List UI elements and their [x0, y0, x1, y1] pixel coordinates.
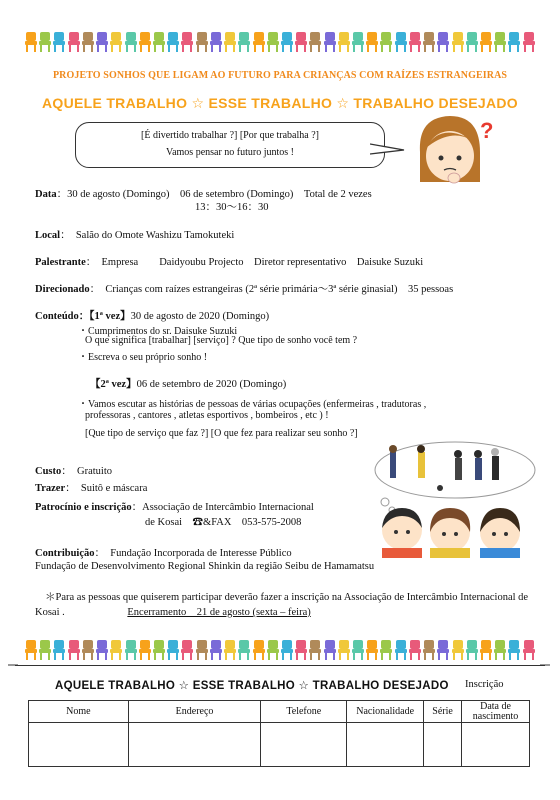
chair-icon	[181, 640, 193, 660]
date-value: ：30 de agosto (Domingo) 06 de setembro (Domingo) Total de 2 vezes	[56, 189, 372, 200]
table-header-row	[29, 701, 530, 723]
content-first-row	[35, 308, 269, 323]
col-serie: Série	[424, 701, 462, 723]
contribution-value-2: Fundação de Desenvolvimento Regional Shinkin da região Seibu de Hamamatsu	[35, 561, 375, 572]
chair-icon	[452, 640, 464, 660]
chair-icon	[352, 640, 364, 660]
sponsor-value-2: de Kosai ☎&FAX 053-575-2008	[145, 517, 302, 528]
chair-icon	[281, 640, 293, 660]
chair-icon	[125, 640, 137, 660]
second-item-2: professoras , cantores , atletas esportivos , bombeiros , etc ) !	[85, 410, 329, 421]
chair-icon	[295, 640, 307, 660]
chair-icon	[224, 640, 236, 660]
chair-icon	[338, 640, 350, 660]
chair-icon	[224, 32, 236, 52]
speaker-value: ： Empresa Daidyoubu Projecto Diretor representativo Daisuke Suzuki	[85, 257, 424, 268]
first-session-tag: ：【1ª vez】	[78, 311, 131, 322]
chair-icon	[366, 32, 378, 52]
chair-icon	[39, 640, 51, 660]
cost-row	[35, 463, 112, 478]
scissor-mark-left-icon	[8, 660, 18, 670]
chair-icon	[125, 32, 137, 52]
bubble-line-2: Vamos pensar no futuro juntos !	[165, 147, 295, 158]
chair-icon	[210, 640, 222, 660]
chair-icon	[238, 32, 250, 52]
form-subtitle: Inscrição	[465, 679, 504, 690]
bring-label: Trazer	[35, 483, 66, 494]
cell-nacionalidade[interactable]	[347, 723, 424, 767]
chair-icon	[423, 32, 435, 52]
registration-note	[35, 590, 535, 620]
chair-icon	[139, 32, 151, 52]
chair-icon	[96, 32, 108, 52]
contribution-value: ： Fundação Incorporada de Interesse Público	[94, 548, 292, 559]
chair-icon	[210, 32, 222, 52]
chair-icon	[309, 32, 321, 52]
chair-icon	[508, 640, 520, 660]
project-heading: PROJETO SONHOS QUE LIGAM AO FUTURO PARA CRIANÇAS COM RAÍZES ESTRANGEIRAS	[52, 70, 508, 81]
speaker-row	[35, 254, 423, 269]
target-row	[35, 281, 453, 296]
thinking-girl-illustration	[410, 112, 500, 192]
chair-icon	[324, 32, 336, 52]
col-data-nascimento: Data de nascimento	[462, 701, 530, 723]
second-item-3: [Que tipo de serviço que faz ?] [O que fez para realizar seu sonho ?]	[85, 428, 358, 439]
content-second-row	[90, 376, 286, 391]
chair-icon	[25, 640, 37, 660]
chair-icon	[409, 32, 421, 52]
chair-icon	[139, 640, 151, 660]
local-row	[35, 227, 234, 242]
first-session-date: 30 de agosto de 2020 (Domingo)	[130, 311, 270, 322]
chair-icon	[238, 640, 250, 660]
chair-icon	[508, 32, 520, 52]
chair-icon	[466, 32, 478, 52]
chair-icon	[181, 32, 193, 52]
chair-icon	[494, 32, 506, 52]
note-text: ＊Para as pessoas que quiserem participar deverão fazer a inscrição na Associação de Intercâmbio Internacional de Kosai .	[35, 592, 529, 618]
contribution-row	[35, 545, 292, 560]
local-value: ： Salão do Omote Washizu Tamokuteki	[60, 230, 235, 241]
chair-icon	[82, 32, 94, 52]
chair-icon	[395, 32, 407, 52]
chair-icon	[39, 32, 51, 52]
scissor-mark-right-icon	[540, 660, 550, 670]
chair-icon	[324, 640, 336, 660]
bubble-line-1: [É divertido trabalhar ?] [Por que trabalha ?]	[141, 130, 319, 141]
first-item-2: O que significa [trabalhar] [serviço] ? Que tipo de sonho você tem ?	[85, 335, 358, 346]
content-label: Conteúdo	[35, 311, 79, 322]
speech-bubble	[75, 122, 385, 168]
sponsor-label: Patrocínio e inscrição	[35, 502, 132, 513]
chair-icon	[466, 640, 478, 660]
cell-nome[interactable]	[29, 723, 129, 767]
col-endereco: Endereço	[128, 701, 261, 723]
chair-icon	[494, 640, 506, 660]
target-label: Direcionado	[35, 284, 90, 295]
chair-icon	[53, 640, 65, 660]
cost-label: Custo	[35, 466, 62, 477]
cell-endereco[interactable]	[128, 723, 261, 767]
chair-icon	[380, 640, 392, 660]
chair-icon	[480, 32, 492, 52]
cut-line	[15, 665, 545, 666]
cell-telefone[interactable]	[261, 723, 347, 767]
col-telefone: Telefone	[261, 701, 347, 723]
chair-icon	[523, 640, 535, 660]
registration-table	[28, 700, 530, 767]
chair-icon	[25, 32, 37, 52]
chair-icon	[423, 640, 435, 660]
chair-icon	[267, 32, 279, 52]
sponsor-row-2	[145, 514, 301, 529]
children-dreaming-illustration	[360, 440, 540, 558]
contribution-row-2	[35, 561, 374, 572]
chair-icon	[309, 640, 321, 660]
chair-icon	[110, 32, 122, 52]
sponsor-row	[35, 499, 314, 514]
form-title: AQUELE TRABALHO ☆ ESSE TRABALHO ☆ TRABALHO DESEJADO	[55, 680, 449, 692]
chair-icon	[196, 640, 208, 660]
date-label: Data	[35, 189, 57, 200]
chair-border-top	[25, 32, 535, 54]
chair-icon	[523, 32, 535, 52]
chair-icon	[338, 32, 350, 52]
chair-icon	[437, 32, 449, 52]
col-nacionalidade: Nacionalidade	[347, 701, 424, 723]
first-item-1: ・Cumprimentos do sr. Daisuke Suzuki	[78, 326, 238, 337]
bring-row	[35, 480, 147, 495]
chair-icon	[82, 640, 94, 660]
contribution-label: Contribuição	[35, 548, 95, 559]
second-session-date: 06 de setembro de 2020 (Domingo)	[136, 379, 287, 390]
col-nome: Nome	[29, 701, 129, 723]
chair-icon	[53, 32, 65, 52]
chair-icon	[167, 640, 179, 660]
speaker-label: Palestrante	[35, 257, 86, 268]
chair-icon	[167, 32, 179, 52]
chair-icon	[480, 640, 492, 660]
table-row	[29, 723, 530, 767]
chair-icon	[68, 640, 80, 660]
chair-icon	[366, 640, 378, 660]
chair-icon	[196, 32, 208, 52]
main-title: AQUELE TRABALHO ☆ ESSE TRABALHO ☆ TRABALHO DESEJADO	[42, 95, 518, 111]
second-session-tag: 【2ª vez】	[90, 379, 137, 390]
chair-icon	[295, 32, 307, 52]
chair-icon	[110, 640, 122, 660]
chair-icon	[68, 32, 80, 52]
svg-text:?: ?	[480, 118, 494, 143]
bubble-tail-icon	[370, 140, 406, 160]
chair-icon	[267, 640, 279, 660]
cost-value: ： Gratuito	[61, 466, 113, 477]
chair-icon	[437, 640, 449, 660]
bring-value: ： Suitô e máscara	[65, 483, 148, 494]
chair-icon	[380, 32, 392, 52]
chair-icon	[153, 32, 165, 52]
chair-icon	[96, 640, 108, 660]
chair-icon	[253, 640, 265, 660]
time-value: 13：30～16：30	[195, 202, 269, 213]
sponsor-value: ：Associação de Intercâmbio Internacional	[131, 502, 314, 513]
cell-serie[interactable]	[424, 723, 462, 767]
first-item-3: ・Escreva o seu próprio sonho !	[78, 352, 208, 363]
chair-icon	[452, 32, 464, 52]
chair-border-bottom	[25, 640, 535, 662]
cell-data-nascimento[interactable]	[462, 723, 530, 767]
chair-icon	[395, 640, 407, 660]
chair-icon	[253, 32, 265, 52]
chair-icon	[153, 640, 165, 660]
second-item-1: ・Vamos escutar as histórias de pessoas de várias ocupações (enfermeiras , tradutoras ,	[78, 399, 427, 410]
time-row	[195, 199, 269, 214]
chair-icon	[352, 32, 364, 52]
target-value: ： Crianças com raízes estrangeiras (2ª série primária～3ª série ginasial) 35 pessoas	[89, 284, 454, 295]
chair-icon	[409, 640, 421, 660]
local-label: Local	[35, 230, 61, 241]
chair-icon	[281, 32, 293, 52]
deadline-text: Encerramento 21 de agosto (sexta – feira)	[127, 607, 311, 618]
